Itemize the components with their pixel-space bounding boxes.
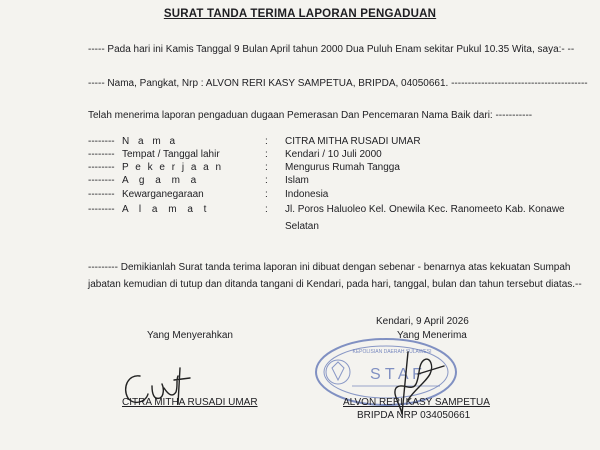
field-label: A g a m a [122, 175, 201, 186]
field-value: Jl. Poros Haluoleo Kel. Onewila Kec. Ranomeeto Kab. Konawe [285, 204, 565, 215]
right-signatory-role: Yang Menerima [397, 330, 467, 341]
field-label: N a m a [122, 136, 179, 147]
field-label: Tempat / Tanggal lahir [122, 149, 220, 160]
field-colon: : [265, 136, 268, 147]
field-colon: : [265, 162, 268, 173]
field-dash: -------- [88, 136, 115, 147]
document-title: SURAT TANDA TERIMA LAPORAN PENGADUAN [163, 8, 437, 20]
field-value-continued: Selatan [285, 221, 319, 232]
field-label: P e k e r j a a n [122, 162, 224, 173]
left-signatory-name: CITRA MITHA RUSADI UMAR [122, 397, 258, 408]
place-date: Kendari, 9 April 2026 [376, 316, 469, 327]
field-colon: : [265, 204, 268, 215]
field-value: Mengurus Rumah Tangga [285, 162, 400, 173]
officer-line: ----- Nama, Pangkat, Nrp : ALVON RERI KASY SAMPETUA, BRIPDA, 04050661. ----------------------------------------- [88, 78, 588, 89]
field-colon: : [265, 175, 268, 186]
field-dash: -------- [88, 175, 115, 186]
stamp-center-text: S T A F [370, 366, 422, 383]
field-label: A l a m a t [122, 204, 211, 215]
field-label: Kewarganegaraan [122, 189, 204, 200]
field-colon: : [265, 189, 268, 200]
field-value: Kendari / 10 Juli 2000 [285, 149, 382, 160]
left-signatory-role: Yang Menyerahkan [147, 330, 233, 341]
field-value: Islam [285, 175, 309, 186]
field-colon: : [265, 149, 268, 160]
stamp-top-text: KEPOLISIAN DAERAH SULAWESI [352, 349, 432, 355]
right-signatory-rank-nrp: BRIPDA NRP 034050661 [357, 410, 471, 421]
received-line: Telah menerima laporan pengaduan dugaan Pemerasan Dan Pencemaran Nama Baik dari: ----------- [88, 110, 533, 121]
right-signatory-name: ALVON RERI KASY SAMPETUA [343, 397, 490, 408]
closing-paragraph-line-2: jabatan kemudian di tutup dan ditanda tangani di Kendari, pada hari, tanggal, bulan dan tahun tersebut diatas.-- [88, 279, 582, 290]
closing-paragraph-line-1: --------- Demikianlah Surat tanda terima laporan ini dibuat dengan sebenar - benarnya atas kekuatan Sumpah [88, 262, 571, 273]
field-dash: -------- [88, 204, 115, 215]
field-dash: -------- [88, 149, 115, 160]
opening-line: ----- Pada hari ini Kamis Tanggal 9 Bulan April tahun 2000 Dua Puluh Enam sekitar Pukul 10.35 Wita, saya:- -- [88, 44, 575, 55]
field-dash: -------- [88, 162, 115, 173]
field-value: Indonesia [285, 189, 329, 200]
field-value: CITRA MITHA RUSADI UMAR [285, 136, 421, 147]
field-dash: -------- [88, 189, 115, 200]
